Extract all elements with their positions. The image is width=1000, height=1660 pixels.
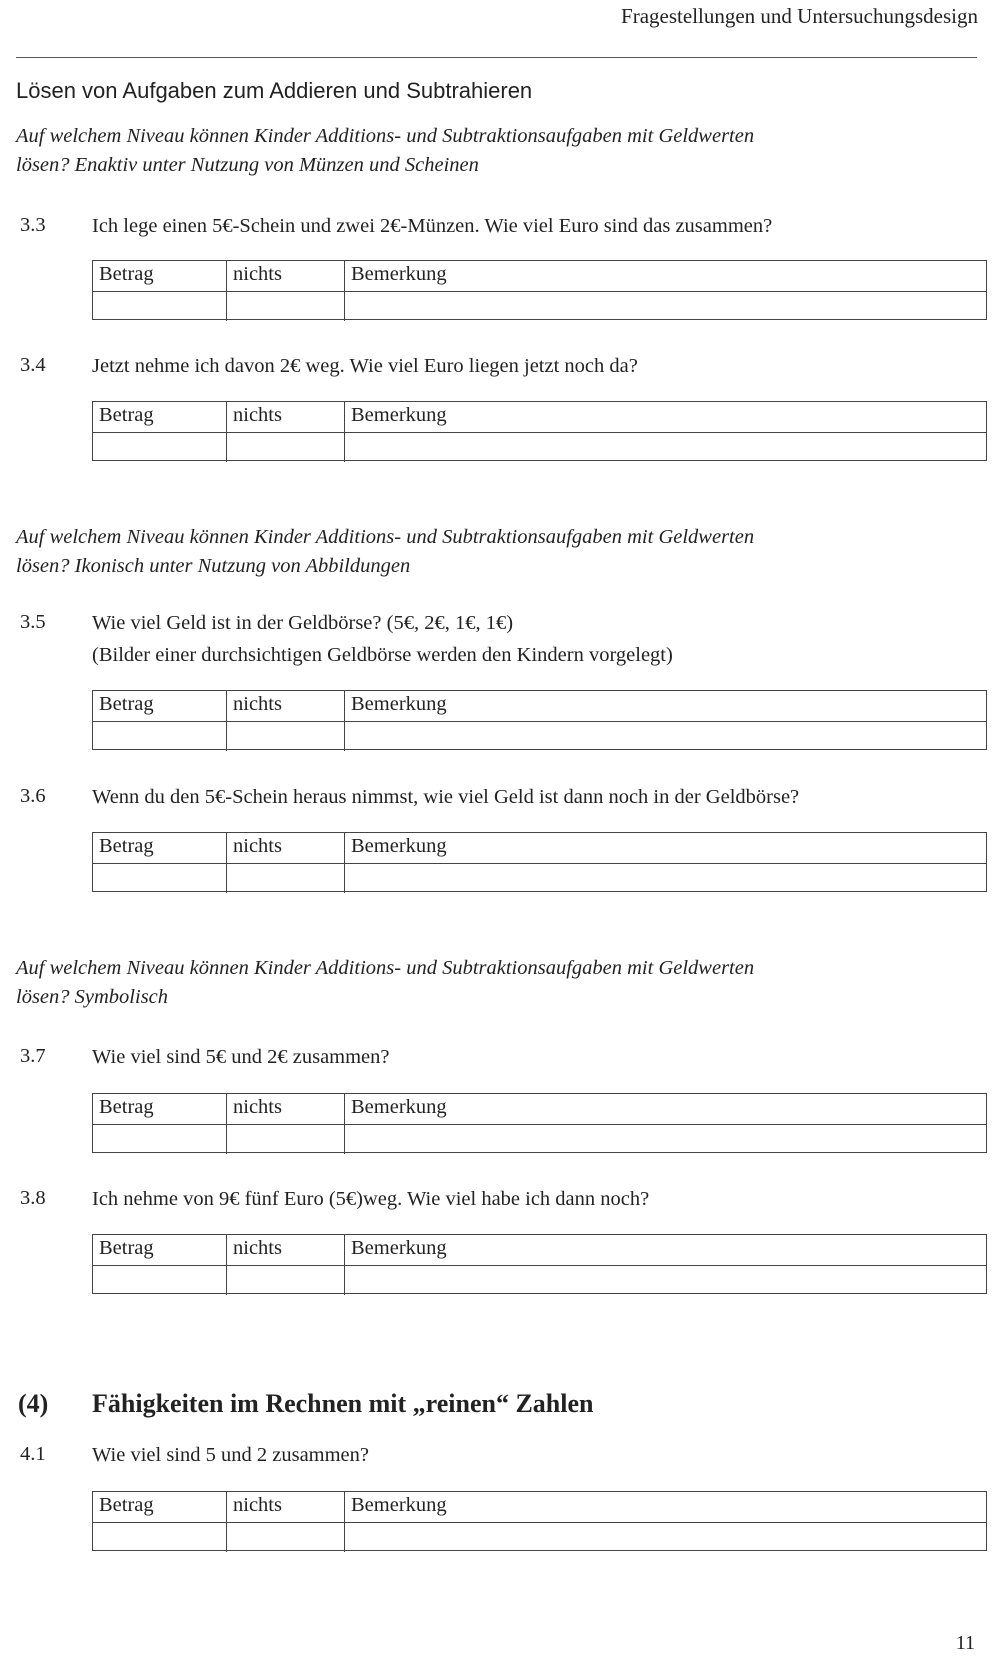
answer-table (92, 1491, 987, 1551)
table-header-row (93, 1235, 986, 1266)
column-header-bemerkung: Bemerkung (351, 1237, 447, 1259)
column-header-betrag: Betrag (93, 1492, 227, 1522)
column-header-betrag: Betrag (93, 1235, 227, 1265)
table-answer-row (93, 1124, 986, 1154)
answer-cell-betrag[interactable] (93, 863, 227, 893)
column-header-nichts: nichts (227, 1492, 345, 1522)
column-header-nichts: nichts (227, 691, 345, 721)
answer-cell-bemerkung[interactable] (345, 863, 986, 893)
table-answer-row (93, 721, 986, 751)
answer-cell-nichts[interactable] (227, 1265, 345, 1295)
answer-cell-betrag[interactable] (93, 1265, 227, 1295)
answer-cell-betrag[interactable] (93, 721, 227, 751)
question-number: 3.8 (20, 1187, 46, 1209)
column-header-betrag: Betrag (93, 833, 227, 863)
answer-cell-bemerkung[interactable] (345, 721, 986, 751)
table-header-row (93, 691, 986, 722)
column-header-nichts: nichts (227, 833, 345, 863)
answer-table (92, 832, 987, 892)
answer-table (92, 690, 987, 750)
column-header-betrag: Betrag (93, 1094, 227, 1124)
answer-table (92, 260, 987, 320)
subsection-intro-line: lösen? Symbolisch (16, 986, 169, 1008)
column-header-nichts: nichts (227, 402, 345, 432)
answer-cell-nichts[interactable] (227, 291, 345, 321)
subsection-intro-line: lösen? Enaktiv unter Nutzung von Münzen und Scheinen (16, 154, 479, 176)
answer-cell-betrag[interactable] (93, 1124, 227, 1154)
answer-cell-bemerkung[interactable] (345, 432, 986, 462)
answer-cell-betrag[interactable] (93, 432, 227, 462)
section-title: Lösen von Aufgaben zum Addieren und Subtrahieren (16, 78, 533, 103)
subsection-intro-line: lösen? Ikonisch unter Nutzung von Abbildungen (16, 555, 411, 577)
table-header-row (93, 402, 986, 433)
question-number: 3.6 (20, 785, 46, 807)
column-header-betrag: Betrag (93, 261, 227, 291)
answer-cell-nichts[interactable] (227, 1124, 345, 1154)
question-text: Ich lege einen 5€-Schein und zwei 2€-Münzen. Wie viel Euro sind das zusammen? (92, 215, 773, 237)
answer-cell-bemerkung[interactable] (345, 1265, 986, 1295)
answer-cell-betrag[interactable] (93, 291, 227, 321)
table-answer-row (93, 291, 986, 321)
column-header-bemerkung: Bemerkung (351, 404, 447, 426)
column-header-bemerkung: Bemerkung (351, 835, 447, 857)
subsection-intro-line: Auf welchem Niveau können Kinder Additions- und Subtraktionsaufgaben mit Geldwerten (16, 526, 755, 548)
question-text: Jetzt nehme ich davon 2€ weg. Wie viel Euro liegen jetzt noch da? (92, 355, 638, 377)
question-text: Ich nehme von 9€ fünf Euro (5€)weg. Wie viel habe ich dann noch? (92, 1188, 650, 1210)
table-header-row (93, 833, 986, 864)
answer-table (92, 401, 987, 461)
question-text: Wie viel sind 5 und 2 zusammen? (92, 1444, 370, 1466)
question-text: Wie viel sind 5€ und 2€ zusammen? (92, 1046, 390, 1068)
answer-table (92, 1093, 987, 1153)
column-header-nichts: nichts (227, 1235, 345, 1265)
table-answer-row (93, 432, 986, 462)
question-text: Wenn du den 5€-Schein heraus nimmst, wie viel Geld ist dann noch in der Geldbörse? (92, 786, 800, 808)
column-header-nichts: nichts (227, 261, 345, 291)
question-text: Wie viel Geld ist in der Geldbörse? (5€, 2€, 1€, 1€) (92, 612, 514, 634)
table-header-row (93, 1094, 986, 1125)
subsection-intro-line: Auf welchem Niveau können Kinder Additions- und Subtraktionsaufgaben mit Geldwerten (16, 957, 755, 979)
question-number: 4.1 (20, 1443, 46, 1465)
answer-cell-bemerkung[interactable] (345, 291, 986, 321)
answer-cell-bemerkung[interactable] (345, 1522, 986, 1552)
subsection-intro-line: Auf welchem Niveau können Kinder Additions- und Subtraktionsaufgaben mit Geldwerten (16, 125, 755, 147)
table-header-row (93, 261, 986, 292)
column-header-nichts: nichts (227, 1094, 345, 1124)
column-header-betrag: Betrag (93, 691, 227, 721)
answer-cell-nichts[interactable] (227, 1522, 345, 1552)
question-number: 3.3 (20, 214, 46, 236)
answer-cell-nichts[interactable] (227, 432, 345, 462)
column-header-betrag: Betrag (93, 402, 227, 432)
answer-cell-bemerkung[interactable] (345, 1124, 986, 1154)
section-4-title: Fähigkeiten im Rechnen mit „reinen“ Zahlen (92, 1389, 594, 1418)
header-rule (16, 57, 977, 58)
table-answer-row (93, 863, 986, 893)
section-4-number: (4) (18, 1389, 49, 1418)
table-answer-row (93, 1522, 986, 1552)
question-number: 3.7 (20, 1045, 46, 1067)
page-number: 11 (955, 1632, 975, 1654)
answer-cell-betrag[interactable] (93, 1522, 227, 1552)
column-header-bemerkung: Bemerkung (351, 693, 447, 715)
column-header-bemerkung: Bemerkung (351, 263, 447, 285)
answer-cell-nichts[interactable] (227, 863, 345, 893)
column-header-bemerkung: Bemerkung (351, 1096, 447, 1118)
question-number: 3.4 (20, 354, 46, 376)
answer-cell-nichts[interactable] (227, 721, 345, 751)
running-header: Fragestellungen und Untersuchungsdesign (621, 4, 978, 28)
column-header-bemerkung: Bemerkung (351, 1494, 447, 1516)
question-number: 3.5 (20, 611, 46, 633)
table-answer-row (93, 1265, 986, 1295)
question-text: (Bilder einer durchsichtigen Geldbörse werden den Kindern vorgelegt) (92, 644, 673, 666)
table-header-row (93, 1492, 986, 1523)
answer-table (92, 1234, 987, 1294)
